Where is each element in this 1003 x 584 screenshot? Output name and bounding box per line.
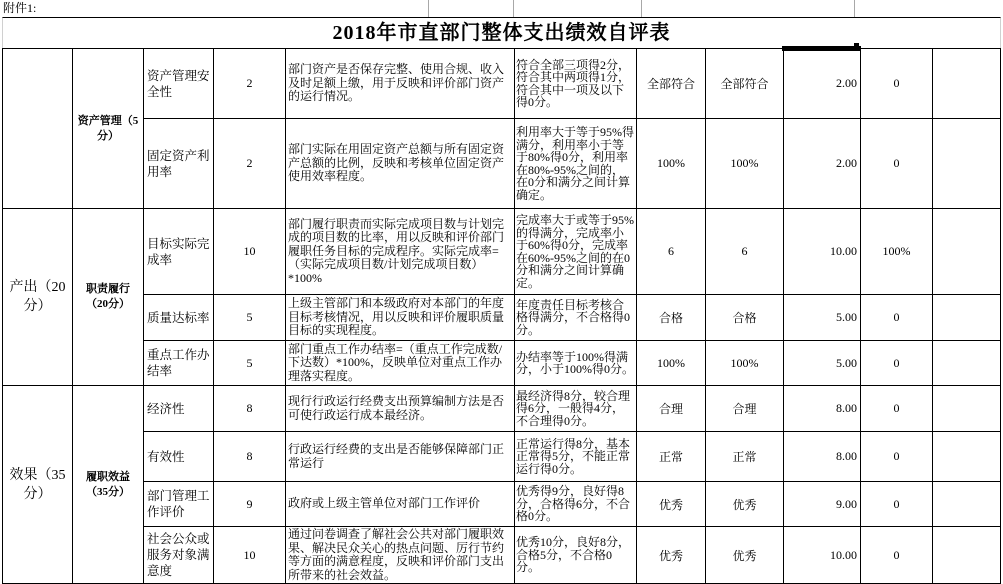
cell-points[interactable]: 9: [214, 482, 285, 526]
cell-criteria[interactable]: 符合全部三项得2分，符合其中两项得1分，符合其中一项及以下得0分。: [515, 49, 636, 118]
performance-table: [2, 48, 1001, 584]
cell-points[interactable]: 2: [214, 49, 285, 118]
cell-rate[interactable]: 0: [861, 295, 932, 340]
cell-target[interactable]: 合格: [637, 295, 705, 340]
cell-points[interactable]: 2: [214, 119, 285, 208]
cell-description[interactable]: 部门重点工作办结率=（重点工作完成数/下达数）*100%，反映单位对重点工作办理落实程度。: [286, 341, 514, 385]
cell-indicator[interactable]: 固定资产利用率: [144, 119, 213, 208]
cell-criteria[interactable]: 利用率大于等于95%得满分，利用率小于等于80%得0分，利用率在80%-95%之间的，在0分和满分之间计算确定。: [515, 119, 636, 208]
cell-category[interactable]: [3, 49, 72, 208]
cell-target[interactable]: 合理: [637, 386, 705, 431]
cell-subcategory[interactable]: 履职效益（35分）: [73, 386, 143, 583]
cell-indicator[interactable]: 部门管理工作评价: [144, 482, 213, 526]
cell-score[interactable]: 2.00: [784, 49, 860, 118]
cell-actual[interactable]: 100%: [706, 119, 783, 208]
cell-indicator[interactable]: 社会公众或服务对象满意度: [144, 527, 213, 583]
cell-criteria[interactable]: 优秀得9分，良好得8分，合格得6分，不合格0分。: [515, 482, 636, 526]
cell-actual[interactable]: 合理: [706, 386, 783, 431]
cell-extra[interactable]: [933, 209, 1000, 294]
cell-description[interactable]: 部门实际在用固定资产总额与所有固定资产总额的比例，反映和考核单位固定资产使用效率程度。: [286, 119, 514, 208]
cell-target[interactable]: 100%: [637, 341, 705, 385]
cell-score[interactable]: 5.00: [784, 341, 860, 385]
cell-subcategory[interactable]: 资产管理（5分）: [73, 49, 143, 208]
cell-score[interactable]: 10.00: [784, 527, 860, 583]
cell-actual[interactable]: 全部符合: [706, 49, 783, 118]
cell-indicator[interactable]: 经济性: [144, 386, 213, 431]
cell-criteria[interactable]: 年度责任目标考核合格得满分，不合格得0分。: [515, 295, 636, 340]
cell-target[interactable]: 6: [637, 209, 705, 294]
cell-actual[interactable]: 6: [706, 209, 783, 294]
cell-extra[interactable]: [933, 49, 1000, 118]
cell-indicator[interactable]: 重点工作办结率: [144, 341, 213, 385]
cell-description[interactable]: 政府或上级主管单位对部门工作评价: [286, 482, 514, 526]
cell-extra[interactable]: [933, 119, 1000, 208]
cell-target[interactable]: 优秀: [637, 527, 705, 583]
cell-criteria[interactable]: 办结率等于100%得满分，小于100%得0分。: [515, 341, 636, 385]
cell-indicator[interactable]: 资产管理安全性: [144, 49, 213, 118]
cell-criteria[interactable]: 完成率大于或等于95%的得满分，完成率小于60%得0分，完成率在60%-95%之间的在0分和满分之间计算确定。: [515, 209, 636, 294]
cell-rate[interactable]: 0: [861, 49, 932, 118]
cell-description[interactable]: 部门资产是否保存完整、使用合规、收入及时足额上缴，用于反映和评价部门资产的运行情况。: [286, 49, 514, 118]
cell-rate[interactable]: 0: [861, 119, 932, 208]
cell-rate[interactable]: 0: [861, 341, 932, 385]
cell-target[interactable]: 正常: [637, 432, 705, 481]
cell-category[interactable]: 产出（20分）: [3, 209, 72, 385]
cell-rate[interactable]: 0: [861, 386, 932, 431]
cell-target[interactable]: 全部符合: [637, 49, 705, 118]
cell-actual[interactable]: 合格: [706, 295, 783, 340]
cell-actual[interactable]: 优秀: [706, 482, 783, 526]
cell-points[interactable]: 5: [214, 341, 285, 385]
cell-description[interactable]: 通过问卷调查了解社会公共对部门履职效果、解决民众关心的热点问题、厉行节约等方面的满意程度，反映和评价部门支出所带来的社会效益。: [286, 527, 514, 583]
cell-criteria[interactable]: 优秀10分，良好8分，合格5分，不合格0分。: [515, 527, 636, 583]
cell-criteria[interactable]: 正常运行得8分，基本正常得5分，不能正常运行得0分。: [515, 432, 636, 481]
cell-extra[interactable]: [933, 527, 1000, 583]
cell-description[interactable]: 现行行政运行经费支出预算编制方法是否可使行政运行成本最经济。: [286, 386, 514, 431]
cell-rate[interactable]: 0: [861, 482, 932, 526]
cell-score[interactable]: 8.00: [784, 386, 860, 431]
cell-target[interactable]: 优秀: [637, 482, 705, 526]
cell-score[interactable]: 2.00: [784, 119, 860, 208]
gridline-stub: [428, 0, 429, 17]
cell-points[interactable]: 5: [214, 295, 285, 340]
cell-points[interactable]: 8: [214, 432, 285, 481]
selected-cell-border: [782, 46, 861, 51]
cell-actual[interactable]: 100%: [706, 341, 783, 385]
cell-actual[interactable]: 正常: [706, 432, 783, 481]
cell-criteria[interactable]: 最经济得8分，较合理得6分，一般得4分，不合理得0分。: [515, 386, 636, 431]
cell-score[interactable]: 8.00: [784, 432, 860, 481]
cell-indicator[interactable]: 有效性: [144, 432, 213, 481]
gridline-stub: [854, 0, 855, 17]
cell-description[interactable]: 行政运行经费的支出是否能够保障部门正常运行: [286, 432, 514, 481]
cell-points[interactable]: 10: [214, 209, 285, 294]
cell-extra[interactable]: [933, 482, 1000, 526]
cell-indicator[interactable]: 目标实际完成率: [144, 209, 213, 294]
cell-target[interactable]: 100%: [637, 119, 705, 208]
cell-points[interactable]: 10: [214, 527, 285, 583]
selection-handle: [854, 43, 859, 47]
cell-rate[interactable]: 0: [861, 432, 932, 481]
cell-rate[interactable]: 100%: [861, 209, 932, 294]
cell-description[interactable]: 部门履行职责而实际完成项目数与计划完成的项目数的比率，用以反映和评价部门履职任务目标的完成程序。实际完成率=（实际完成项目数/计划完成项目数）*100%: [286, 209, 514, 294]
cell-rate[interactable]: 0: [861, 527, 932, 583]
gridline-stub: [641, 0, 642, 17]
sheet-title: 2018年市直部门整体支出绩效自评表: [2, 17, 1001, 48]
cell-extra[interactable]: [933, 295, 1000, 340]
gridline-stub: [513, 0, 514, 17]
cell-extra[interactable]: [933, 341, 1000, 385]
attachment-label: 附件1:: [3, 1, 37, 15]
cell-indicator[interactable]: 质量达标率: [144, 295, 213, 340]
cell-points[interactable]: 8: [214, 386, 285, 431]
cell-subcategory[interactable]: 职责履行（20分）: [73, 209, 143, 385]
cell-extra[interactable]: [933, 386, 1000, 431]
cell-category[interactable]: 效果（35分）: [3, 386, 72, 583]
cell-extra[interactable]: [933, 432, 1000, 481]
cell-actual[interactable]: 优秀: [706, 527, 783, 583]
cell-score[interactable]: 10.00: [784, 209, 860, 294]
cell-score[interactable]: 9.00: [784, 482, 860, 526]
cell-score[interactable]: 5.00: [784, 295, 860, 340]
cell-description[interactable]: 上级主管部门和本级政府对本部门的年度目标考核情况，用以反映和评价履职质量目标的实现程度。: [286, 295, 514, 340]
